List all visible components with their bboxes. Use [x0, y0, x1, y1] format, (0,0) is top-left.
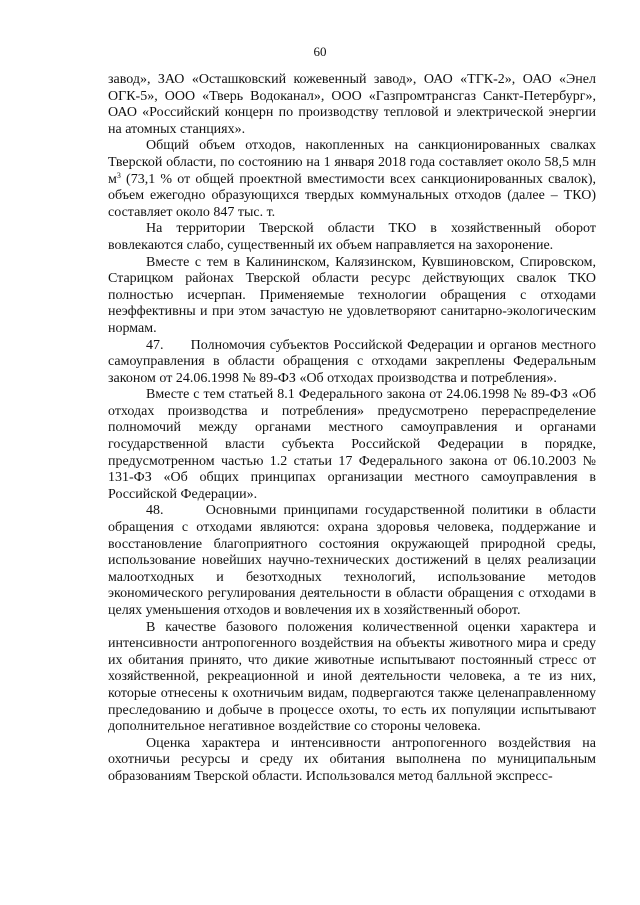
paragraph-48: 48. Основными принципами государственной политики в области обращения с отходами являются: охрана здоровья человека, поддержание и восстановление благоприятного состояния окружающей природной среды, использование новейших научно-технических достижений в целях реализации малоотходных и безотходных технологий, использование методов экономического регулирования деятельности в области обращения с отходами в целях уменьшения отходов и вовлечения их в хозяйственный оборот. [108, 503, 596, 618]
paragraph-article-8-1: Вместе с тем статьей 8.1 Федерального закона от 24.06.1998 № 89-ФЗ «Об отходах производства и потребления» предусмотрено перераспределение полномочий между органами местного самоуправления и органами государственной власти субъекта Российской Федерации в порядке, предусмотренном частью 1.2 статьи 17 Федерального закона от 06.10.2003 № 131-ФЗ «Об общих принципах организации местного самоуправления в Российской Федерации». [108, 387, 596, 502]
paragraph-anthropogenic-impact: В качестве базового положения количественной оценки характера и интенсивности антропогенного воздействия на объекты животного мира и среду их обитания принято, что дикие животные испытывают постоянный стресс от хозяйственной, рекреационной и иной деятельности человека, а те из них, которые отнесены к охотничьим видам, подвергаются также целенаправленному преследованию и добыче в процессе охоты, то есть их популяции испытывают дополнительное негативное воздействие со стороны человека. [108, 619, 596, 735]
body-text [108, 72, 596, 786]
paragraph-landfills-exhausted: Вместе с тем в Калининском, Калязинском, Кувшиновском, Спировском, Старицком районах Тверской области ресурс действующих свалок ТКО полностью исчерпан. Применяемые технологии обращения с отходами неэффективны и при этом зачастую не удовлетворяют санитарно-экологическим нормам. [108, 254, 596, 336]
paragraph-continuation: завод», ЗАО «Осташковский кожевенный завод», ОАО «ТГК-2», ОАО «Энел ОГК-5», ООО «Тверь Водоканал», ООО «Газпромтрансгаз Санкт-Петербург», ОАО «Российский концерн по производству тепловой и электрической энергии на атомных станциях». [108, 72, 596, 137]
page-number: 60 [313, 44, 327, 59]
cubic-superscript: 3 [116, 170, 121, 180]
paragraph-waste-volume-part-1: Общий объем отходов, накопленных на санкционированных свалках Тверской области, по состоянию на 1 января 2018 года составляет около 58,5 млн м [108, 138, 596, 187]
paragraph-waste-volume [108, 138, 596, 221]
paragraph-47: 47. Полномочия субъектов Российской Федерации и органов местного самоуправления в области обращения с отходами закреплены Федеральным законом от 24.06.1998 № 89-ФЗ «Об отходах производства и потребления». [108, 337, 596, 386]
paragraph-waste-volume-part-2: (73,1 % от общей проектной вместимости всех санкционированных свалок), объем ежегодно образующихся твердых коммунальных отходов (далее – ТКО) составляет около 847 тыс. т. [108, 171, 596, 220]
paragraph-assessment: Оценка характера и интенсивности антропогенного воздействия на охотничьи ресурсы и среду их обитания выполнена по муниципальным образованиям Тверской области. Использовался метод балльной экспресс- [108, 735, 596, 784]
paragraph-tko-turnover: На территории Тверской области ТКО в хозяйственный оборот вовлекаются слабо, существенный их объем направляется на захоронение. [108, 221, 596, 253]
